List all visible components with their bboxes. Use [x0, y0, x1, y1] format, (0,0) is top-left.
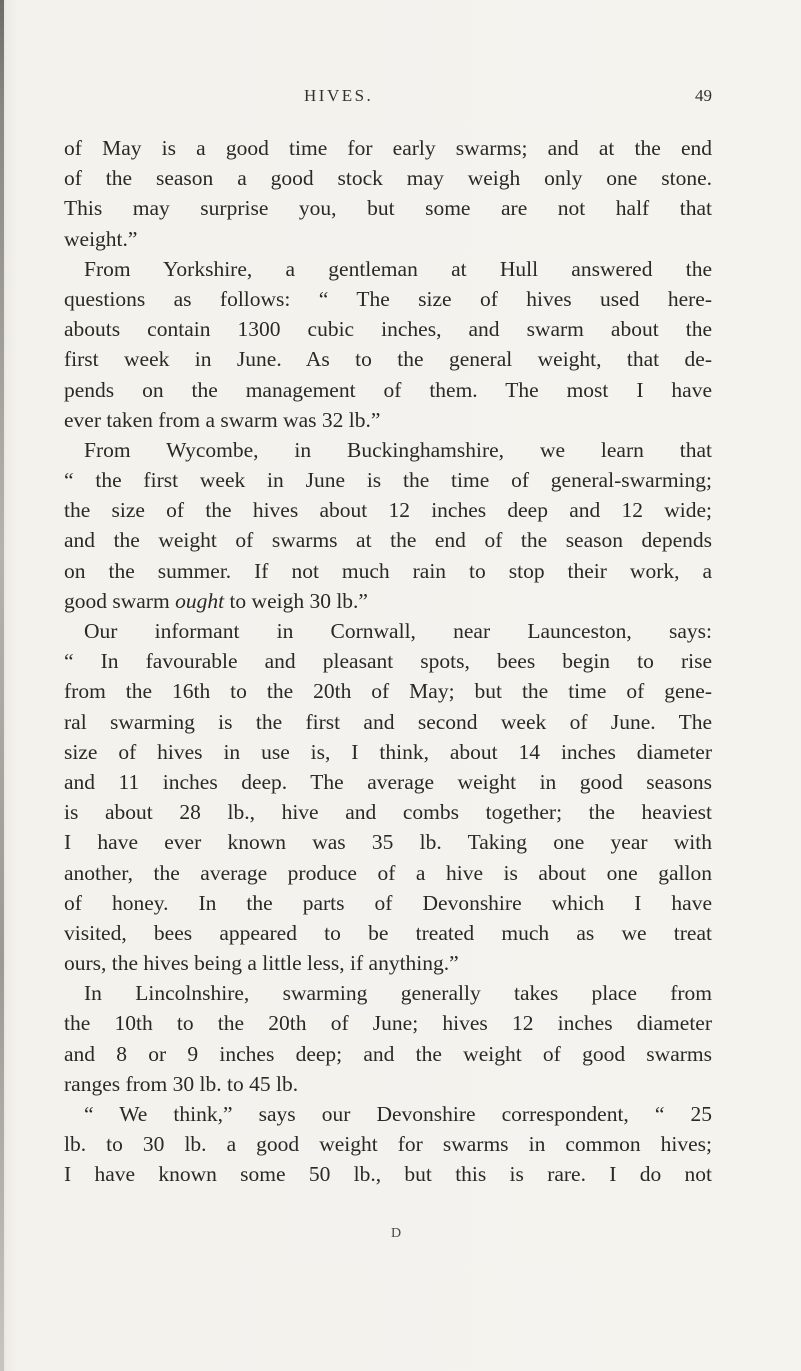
text-line: ours, the hives being a little less, if anything.” [64, 951, 459, 976]
signature-mark: D [391, 1226, 402, 1241]
text-line: and 8 or 9 inches deep; and the weight of good swarms [64, 1041, 712, 1066]
text-line: I have known some 50 lb., but this is rare. I do not [64, 1162, 712, 1187]
text-line [64, 586, 712, 616]
text-line: and the weight of swarms at the end of the season depends [64, 528, 712, 553]
text-line: lb. to 30 lb. a good weight for swarms in common hives; [64, 1132, 712, 1157]
text-line: of the season a good stock may weigh only one stone. [64, 166, 712, 191]
text-line: This may surprise you, but some are not half that [64, 196, 712, 221]
text-line: pends on the management of them. The most I have [64, 377, 712, 402]
text-line: ever taken from a swarm was 32 lb.” [64, 407, 381, 432]
text-line: the 10th to the 20th of June; hives 12 inches diameter [64, 1011, 712, 1036]
text-run: to weigh 30 lb.” [224, 588, 368, 613]
text-line: “ In favourable and pleasant spots, bees begin to rise [64, 649, 712, 674]
text-line: another, the average produce of a hive is about one gallon [64, 860, 712, 885]
page-header [304, 86, 712, 110]
text-line: From Wycombe, in Buckinghamshire, we learn that [84, 437, 712, 462]
page-binding-edge [0, 0, 4, 1371]
text-line: “ We think,” says our Devonshire correspondent, “ 25 [84, 1102, 712, 1126]
text-line: first week in June. As to the general weight, that de- [64, 347, 712, 372]
text-line: and 11 inches deep. The average weight in good seasons [64, 769, 712, 794]
text-line: “ the first week in June is the time of general-swarming; [64, 468, 712, 493]
text-line: from the 16th to the 20th of May; but the time of gene- [64, 679, 712, 704]
text-line: of honey. In the parts of Devonshire which I have [64, 890, 712, 915]
text-line: visited, bees appeared to be treated much as we treat [64, 920, 712, 945]
body-text [64, 133, 712, 1190]
text-line: of May is a good time for early swarms; and at the end [64, 136, 712, 160]
text-line: size of hives in use is, I think, about 14 inches diameter [64, 739, 712, 764]
text-line: From Yorkshire, a gentleman at Hull answered the [84, 256, 712, 281]
text-line: the size of the hives about 12 inches deep and 12 wide; [64, 498, 712, 523]
text-line: questions as follows: “ The size of hives used here- [64, 286, 712, 311]
text-line: ral swarming is the first and second week of June. The [64, 709, 712, 734]
text-line: weight.” [64, 226, 138, 251]
italic-emphasis: ought [175, 588, 225, 613]
text-line: ranges from 30 lb. to 45 lb. [64, 1071, 299, 1096]
text-line: on the summer. If not much rain to stop their work, a [64, 558, 712, 583]
text-run: good swarm [64, 588, 176, 613]
text-line: is about 28 lb., hive and combs together; the heaviest [64, 800, 712, 825]
running-head: HIVES. [304, 86, 374, 105]
text-line: I have ever known was 35 lb. Taking one year with [64, 830, 712, 855]
text-line: In Lincolnshire, swarming generally takes place from [84, 981, 712, 1006]
text-line: Our informant in Cornwall, near Launceston, says: [84, 619, 712, 643]
text-line: abouts contain 1300 cubic inches, and swarm about the [64, 317, 712, 342]
page-number: 49 [695, 86, 712, 105]
